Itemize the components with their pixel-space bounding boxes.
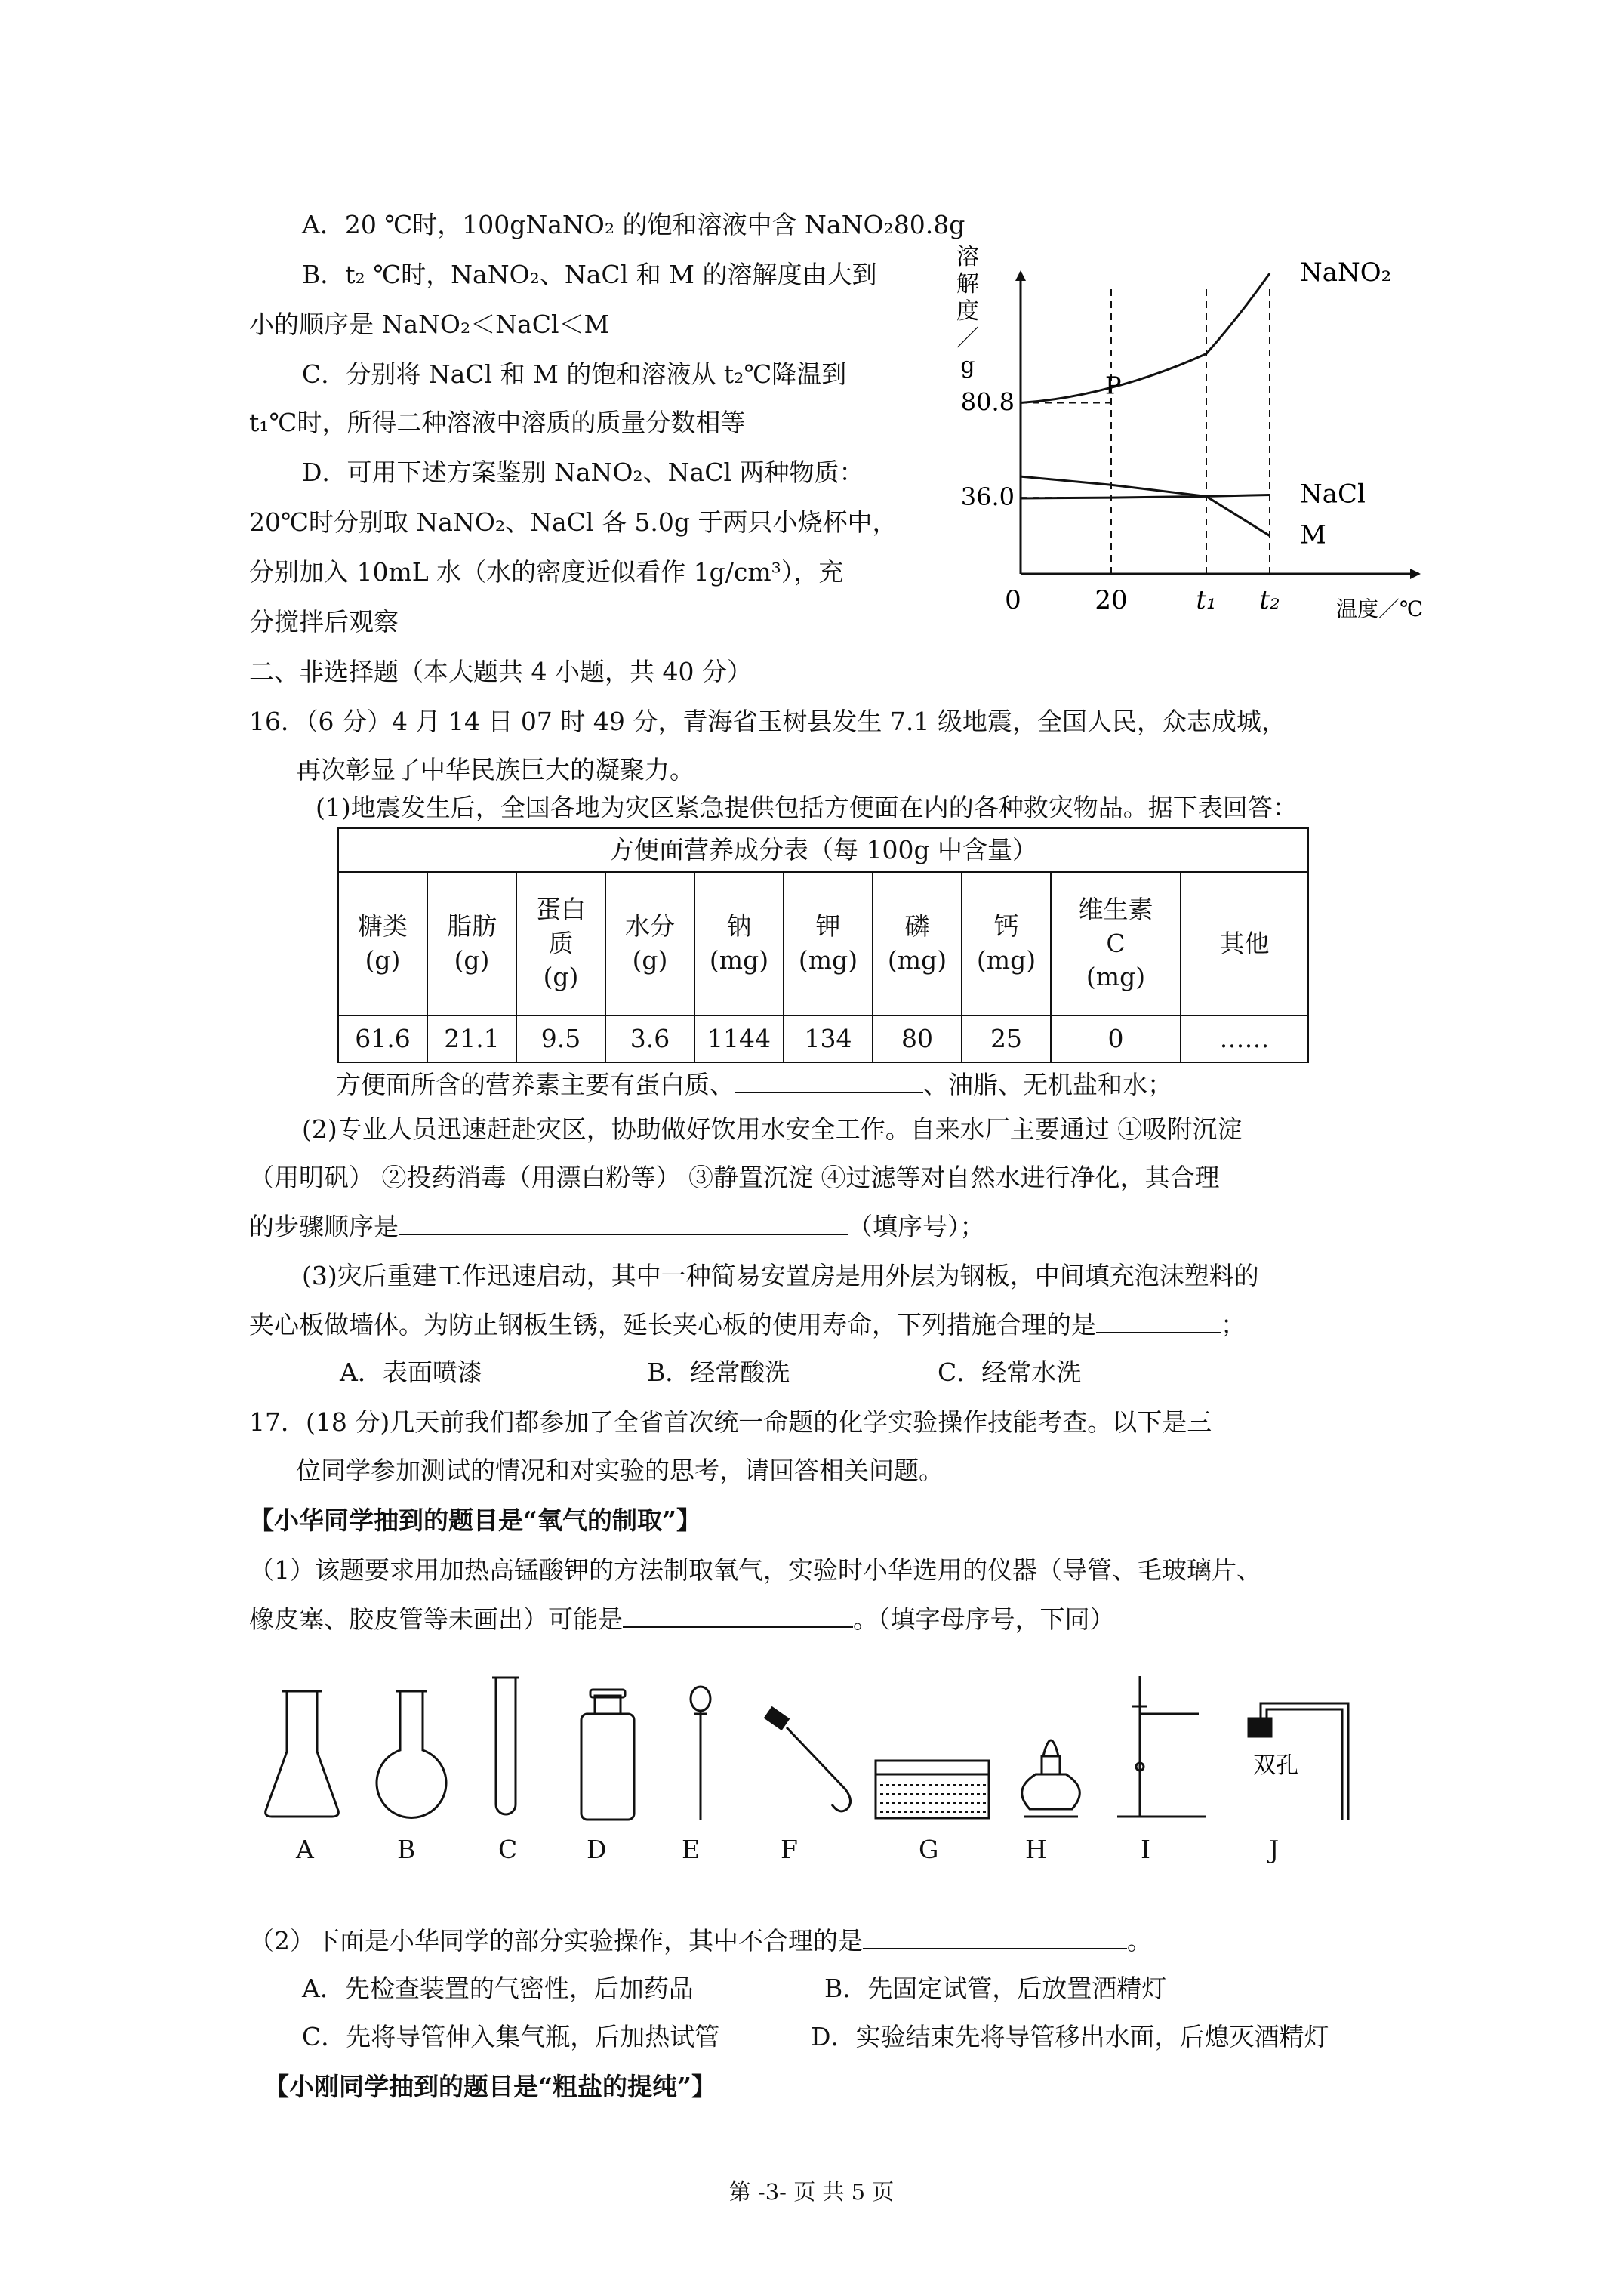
q17-line2: 位同学参加测试的情况和对实验的思考，请回答相关问题。 [296, 1456, 944, 1485]
answer-blank[interactable] [623, 1604, 853, 1628]
q17-p1-line1: （1）该题要求用加热高锰酸钾的方法制取氧气，实验时小华选用的仪器（导管、毛玻璃片、 [249, 1555, 1261, 1585]
header-line: 糖类 [358, 911, 408, 942]
water-trough-icon [876, 1761, 989, 1818]
q16-option-a: A．表面喷漆 [340, 1358, 482, 1387]
header-line: (mg) [1086, 962, 1146, 992]
alcohol-lamp-icon [1022, 1740, 1080, 1817]
apparatus-label: H [1025, 1835, 1047, 1864]
q17-heading-xiaogang: 【小刚同学抽到的题目是“粗盐的提纯”】 [264, 2072, 716, 2101]
apparatus-label: I [1141, 1835, 1151, 1864]
header-line: (mg) [798, 945, 858, 975]
header-line: 钠 [726, 911, 752, 942]
value-cell: …… [1181, 1015, 1308, 1062]
test-tube-icon [492, 1678, 519, 1814]
header-line: 钾 [815, 911, 841, 942]
text: ； [1221, 1310, 1246, 1339]
point-label: P [1105, 371, 1122, 400]
series-label: M [1300, 519, 1326, 550]
iron-stand-icon [1117, 1676, 1206, 1817]
q16-sub3-line2 [249, 1309, 1246, 1340]
q16-sub2-line1: (2)专业人员迅速赶赴灾区，协助做好饮用水安全工作。自来水厂主要通过 ①吸附沉淀 [302, 1114, 1243, 1144]
x-axis-label: 温度／℃ [1336, 596, 1424, 621]
header-line: 质 [548, 928, 574, 958]
header-line: 水分 [625, 911, 675, 942]
q16-option-c: C．经常水洗 [938, 1358, 1082, 1387]
header-line: 其他 [1219, 928, 1270, 958]
y-axis-label: 溶解度／ g [956, 244, 979, 379]
header-water [605, 872, 694, 1015]
header-sugar [338, 872, 427, 1015]
q17-line1: 17．(18 分)几天前我们都参加了全省首次统一命题的化学实验操作技能考查。以下是三 [249, 1407, 1212, 1437]
conical-flask-icon [266, 1691, 339, 1817]
value-cell: 9.5 [516, 1015, 605, 1062]
q15-option-d-line2: 20℃时分别取 NaNO₂、NaCl 各 5.0g 于两只小烧杯中， [249, 507, 898, 537]
text: 橡皮塞、胶皮管等未画出）可能是 [249, 1604, 623, 1634]
header-vitamin-c [1051, 872, 1181, 1015]
q16-sub3-line1: (3)灾后重建工作迅速启动，其中一种简易安置房是用外层为钢板，中间填充泡沫塑料的 [302, 1261, 1259, 1290]
q16-sub2-line2: （用明矾） ②投药消毒（用漂白粉等） ③静置沉淀 ④过滤等对自然水进行净化，其合理 [249, 1163, 1220, 1192]
q15-option-a: A．20 ℃时，100gNaNO₂ 的饱和溶液中含 NaNO₂80.8g [302, 210, 965, 239]
round-flask-icon [377, 1691, 446, 1817]
header-line: (g) [543, 962, 579, 992]
header-line: (mg) [976, 945, 1036, 975]
q16-sub2-line3 [249, 1211, 985, 1242]
q16-line1: 16．（6 分）4 月 14 日 07 时 49 分，青海省玉树县发生 7.1 级地震，全国人民，众志成城， [249, 707, 1286, 736]
solubility-chart [936, 242, 1464, 634]
header-line: (mg) [887, 945, 947, 975]
q15-option-d-line4: 分搅拌后观察 [249, 607, 399, 636]
section-heading: 二、非选择题（本大题共 4 小题，共 40 分） [249, 657, 752, 686]
header-other [1181, 872, 1308, 1015]
text: 。 [1127, 1926, 1152, 1955]
apparatus-label: J [1269, 1835, 1280, 1864]
q17-p2 [249, 1925, 1152, 1956]
bent-tube-icon [765, 1708, 851, 1811]
q17-heading-xiaohua: 【小华同学抽到的题目是“氧气的制取”】 [249, 1505, 701, 1535]
answer-blank[interactable] [863, 1925, 1127, 1949]
apparatus-label: E [682, 1835, 701, 1864]
header-line: (g) [454, 945, 490, 975]
x-tick-label: 20 [1095, 585, 1128, 615]
header-calcium [962, 872, 1051, 1015]
q17-p2-option-a: A．先检查装置的气密性，后加药品 [302, 1974, 694, 2003]
header-line: (mg) [709, 945, 769, 975]
q15-option-b-line1: B．t₂ ℃时，NaNO₂、NaCl 和 M 的溶解度由大到 [302, 260, 877, 289]
value-cell: 21.1 [427, 1015, 516, 1062]
q15-option-d-line3: 分别加入 10mL 水（水的密度近似看作 1g/cm³），充 [249, 557, 844, 587]
apparatus-label: B [397, 1835, 416, 1864]
text: 方便面所含的营养素主要有蛋白质、 [336, 1070, 735, 1099]
text: 的步骤顺序是 [249, 1212, 399, 1241]
answer-blank[interactable] [399, 1211, 848, 1235]
text: 、油脂、无机盐和水； [923, 1070, 1172, 1099]
apparatus-figure [249, 1661, 1397, 1865]
y-tick-label: 36.0 [960, 482, 1015, 512]
header-line: 钙 [993, 911, 1019, 942]
answer-blank[interactable] [735, 1069, 923, 1093]
series-label: NaCl [1300, 479, 1366, 510]
q17-p2-option-d: D．实验结束先将导管移出水面，后熄灭酒精灯 [811, 2022, 1329, 2051]
value-cell: 134 [784, 1015, 873, 1062]
value-cell: 61.6 [338, 1015, 427, 1062]
header-line: 脂肪 [447, 911, 497, 942]
header-protein [516, 872, 605, 1015]
value-cell: 80 [873, 1015, 962, 1062]
apparatus-label: A [296, 1835, 314, 1864]
series-line-M [1021, 476, 1270, 535]
y-tick-label: 80.8 [960, 387, 1015, 417]
q15-option-d-line1: D．可用下述方案鉴别 NaNO₂、NaCl 两种物质： [302, 458, 864, 487]
q15-option-b-line2: 小的顺序是 NaNO₂＜NaCl＜M [249, 310, 610, 339]
text: （2）下面是小华同学的部分实验操作，其中不合理的是 [249, 1926, 863, 1955]
answer-blank[interactable] [1096, 1309, 1221, 1333]
value-cell: 25 [962, 1015, 1051, 1062]
q16-fill1 [336, 1069, 1172, 1100]
text: 夹心板做墙体。为防止钢板生锈，延长夹心板的使用寿命，下列措施合理的是 [249, 1310, 1096, 1339]
q17-p1-line2 [249, 1604, 1115, 1635]
series-line-NaNO₂ [1021, 273, 1270, 403]
header-potassium [784, 872, 873, 1015]
header-line: 维生素 [1078, 895, 1153, 925]
reagent-bottle-icon [581, 1690, 634, 1820]
header-phosphorus [873, 872, 962, 1015]
header-line: C [1106, 928, 1126, 958]
text: 。（填字母序号，下同） [853, 1604, 1115, 1634]
origin-label: 0 [1005, 585, 1021, 615]
q15-option-c-line2: t₁℃时，所得二种溶液中溶质的质量分数相等 [249, 408, 746, 437]
x-tick-label: t₁ [1196, 585, 1217, 615]
header-line: (g) [632, 945, 668, 975]
apparatus-label: G [919, 1835, 939, 1864]
apparatus-label: F [781, 1835, 798, 1864]
x-tick-label: t₂ [1259, 585, 1280, 615]
header-line: 蛋白 [536, 895, 586, 925]
q16-option-b: B．经常酸洗 [647, 1358, 790, 1387]
q15-option-c-line1: C．分别将 NaCl 和 M 的饱和溶液从 t₂℃降温到 [302, 359, 847, 389]
dropper-icon [691, 1687, 710, 1820]
text: （填序号）； [848, 1212, 985, 1241]
q17-p2-option-b: B．先固定试管，后放置酒精灯 [824, 1974, 1167, 2003]
q17-p2-option-c: C．先将导管伸入集气瓶，后加热试管 [302, 2022, 720, 2051]
series-line-NaCl [1021, 495, 1270, 498]
q16-sub1: (1)地震发生后，全国各地为灾区紧急提供包括方便面在内的各种救灾物品。据下表回答： [316, 793, 1298, 822]
header-line: (g) [365, 945, 401, 975]
header-line: 磷 [904, 911, 930, 942]
table-title: 方便面营养成分表（每 100g 中含量） [338, 828, 1308, 872]
apparatus-label: C [498, 1835, 518, 1864]
shuangkong-label: 双孔 [1253, 1752, 1298, 1779]
value-cell: 3.6 [605, 1015, 694, 1062]
value-cell: 0 [1051, 1015, 1181, 1062]
q16-line2: 再次彰显了中华民族巨大的凝聚力。 [296, 755, 694, 784]
value-cell: 1144 [694, 1015, 784, 1062]
header-fat [427, 872, 516, 1015]
header-sodium [694, 872, 784, 1015]
page-footer: 第 -3- 页 共 5 页 [728, 2179, 895, 2205]
series-label: NaNO₂ [1300, 257, 1392, 288]
nutrition-table [337, 827, 1309, 1063]
apparatus-label: D [587, 1835, 607, 1864]
